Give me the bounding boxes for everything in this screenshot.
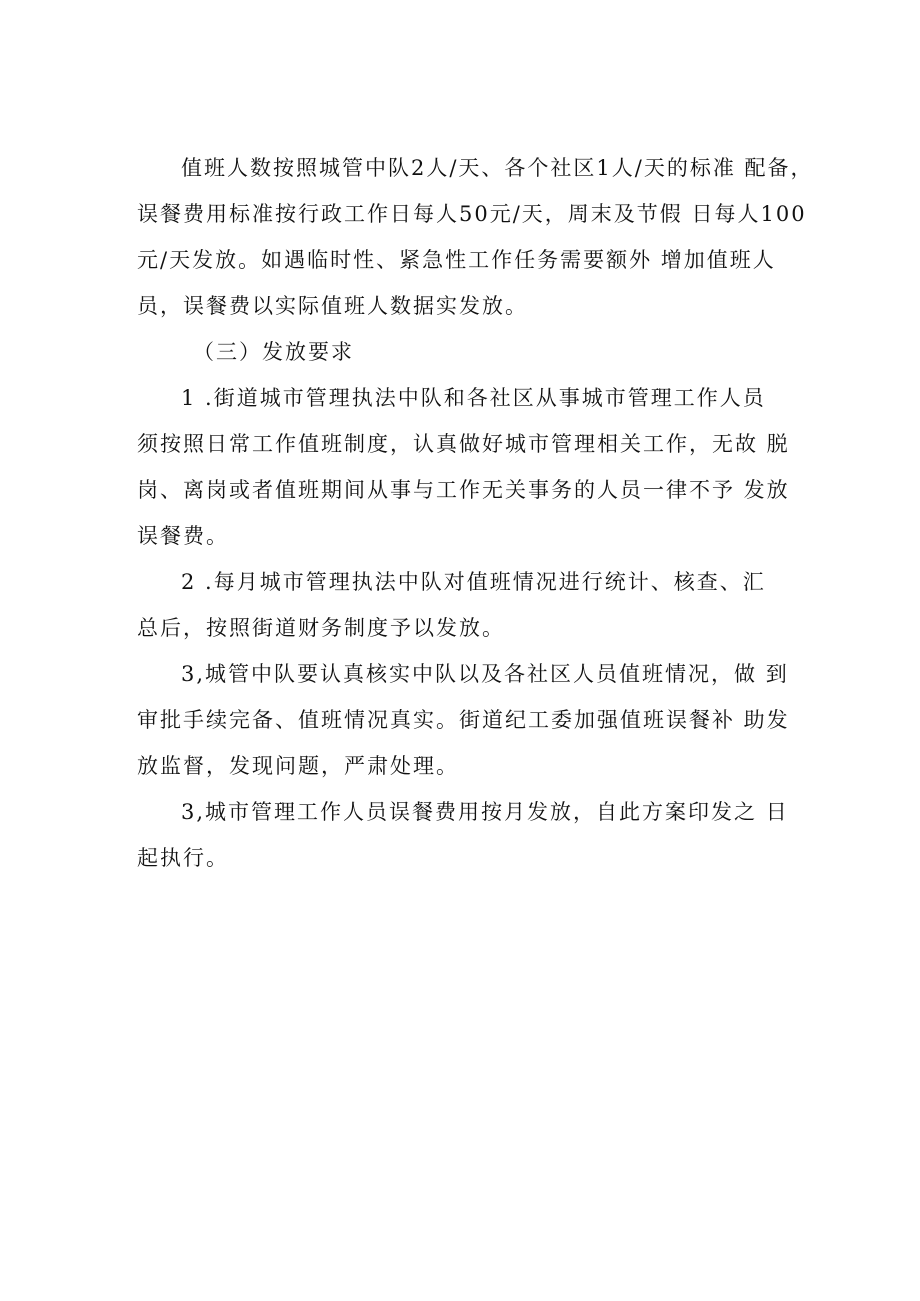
text-line: 3,城市管理工作人员误餐费用按月发放，自此方案印发之 日 [181,800,789,824]
text-line: 岗、离岗或者值班期间从事与工作无关事务的人员一律不予 发放 [137,478,790,502]
document-body [137,145,814,881]
text-line: 误餐费。 [137,524,229,548]
paragraph-requirement-1 [137,375,797,559]
text-line: 审批手续完备、值班情况真实。街道纪工委加强值班误餐补 助发 [137,708,790,732]
text-line: 2 .每月城市管理执法中队对值班情况进行统计、核查、汇 [181,570,766,594]
text-line: 3,城管中队要认真核实中队以及各社区人员值班情况，做 到 [181,662,789,686]
paragraph-requirement-3 [137,651,797,789]
section-heading-distribution-requirements [137,329,797,375]
text-line: 误餐费用标准按行政工作日每人50元/天，周末及节假 日每人100 [137,202,807,226]
text-line: 起执行。 [137,846,229,870]
text-line: 放监督，发现问题，严肃处理。 [137,754,459,778]
section-heading-text: （三）发放要求 [193,340,354,364]
text-line: 员，误餐费以实际值班人数据实发放。 [137,294,528,318]
paragraph-requirement-2 [137,559,797,651]
text-line: 须按照日常工作值班制度，认真做好城市管理相关工作，无故 脱 [137,432,790,456]
text-line: 元/天发放。如遇临时性、紧急性工作任务需要额外 增加值班人 [137,248,776,272]
paragraph-requirement-4 [137,789,797,881]
text-line: 总后，按照街道财务制度予以发放。 [137,616,505,640]
text-line: 1 .街道城市管理执法中队和各社区从事城市管理工作人员 [181,386,766,410]
text-line: 值班人数按照城管中队2人/天、各个社区1人/天的标准 配备， [181,156,814,180]
paragraph-duty-staffing [137,145,814,329]
